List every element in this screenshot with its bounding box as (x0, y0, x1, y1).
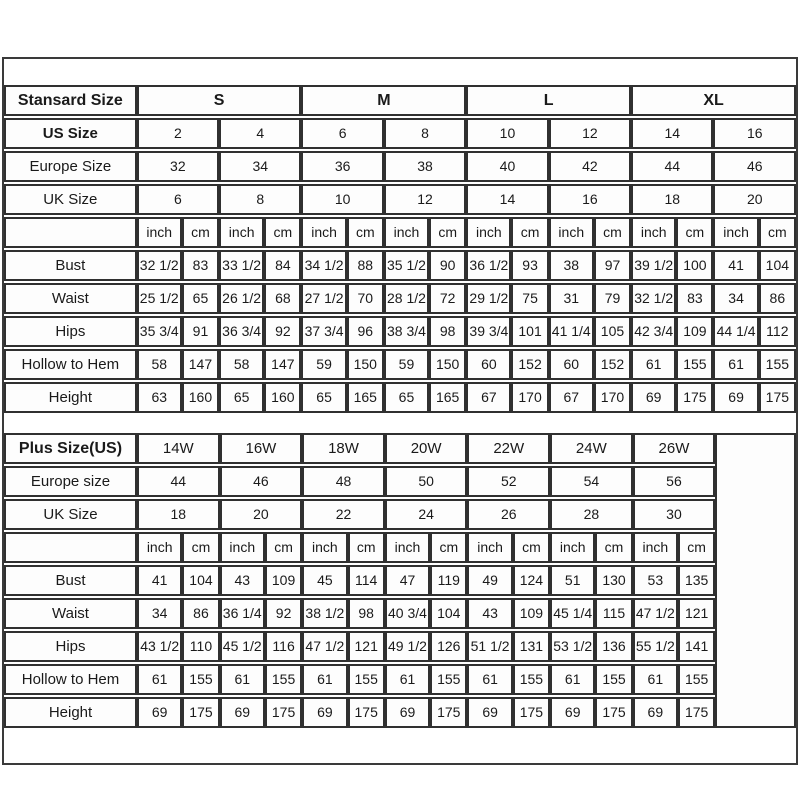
row-label: Waist (4, 598, 137, 629)
measurement-value: 86 (182, 598, 219, 629)
measurement-value: 39 1/2 (631, 250, 676, 281)
measurement-value: 75 (511, 283, 548, 314)
size-value: 8 (219, 184, 301, 215)
unit-inch-label: inch (385, 532, 430, 563)
measurement-value: 61 (713, 349, 758, 380)
unit-cm-label: cm (182, 532, 219, 563)
size-value: 12 (384, 184, 466, 215)
measurement-value: 96 (347, 316, 384, 347)
measurement-value: 65 (182, 283, 219, 314)
measurement-value: 105 (594, 316, 631, 347)
measurement-value: 101 (511, 316, 548, 347)
measurement-value: 150 (347, 349, 384, 380)
measurement-value: 72 (429, 283, 466, 314)
measurement-value: 36 1/2 (466, 250, 511, 281)
measurement-value: 124 (513, 565, 550, 596)
size-group-label: 16W (220, 433, 303, 464)
size-value: 16 (713, 118, 796, 149)
unit-inch-label: inch (137, 217, 182, 248)
table-title: Plus Size(US) (4, 433, 137, 464)
size-value: 12 (549, 118, 631, 149)
measurement-value: 160 (264, 382, 301, 413)
plus-size-table (4, 431, 796, 730)
size-value: 10 (466, 118, 548, 149)
unit-cm-label: cm (678, 532, 715, 563)
unit-cm-label: cm (347, 217, 384, 248)
measurement-value: 69 (550, 697, 595, 728)
unit-inch-label: inch (466, 217, 511, 248)
row-label: Height (4, 697, 137, 728)
unit-cm-label: cm (511, 217, 548, 248)
size-value: 22 (302, 499, 385, 530)
measurement-value: 152 (511, 349, 548, 380)
size-row (4, 118, 796, 149)
measurement-value: 98 (348, 598, 385, 629)
row-label: Bust (4, 250, 137, 281)
measurement-value: 155 (676, 349, 713, 380)
size-value: 2 (137, 118, 219, 149)
standard-size-table (4, 83, 796, 415)
size-value: 46 (220, 466, 303, 497)
unit-row-spacer (4, 532, 137, 563)
measurement-row (4, 316, 796, 347)
row-label: UK Size (4, 184, 137, 215)
unit-inch-label: inch (219, 217, 264, 248)
size-group-label: 20W (385, 433, 468, 464)
measurement-value: 69 (467, 697, 512, 728)
unit-inch-label: inch (549, 217, 594, 248)
measurement-value: 58 (137, 349, 182, 380)
measurement-value: 109 (676, 316, 713, 347)
measurement-value: 61 (467, 664, 512, 695)
measurement-value: 91 (182, 316, 219, 347)
row-label: Bust (4, 565, 137, 596)
size-value: 56 (633, 466, 716, 497)
measurement-value: 47 1/2 (302, 631, 347, 662)
measurement-value: 116 (265, 631, 302, 662)
size-group-label: XL (631, 85, 796, 116)
measurement-value: 51 1/2 (467, 631, 512, 662)
measurement-value: 114 (348, 565, 385, 596)
measurement-value: 51 (550, 565, 595, 596)
measurement-value: 165 (429, 382, 466, 413)
size-value: 6 (301, 118, 383, 149)
unit-cm-label: cm (348, 532, 385, 563)
measurement-value: 110 (182, 631, 219, 662)
measurement-value: 147 (182, 349, 219, 380)
measurement-value: 43 (220, 565, 265, 596)
size-value: 48 (302, 466, 385, 497)
measurement-value: 27 1/2 (301, 283, 346, 314)
measurement-value: 36 1/4 (220, 598, 265, 629)
measurement-value: 104 (182, 565, 219, 596)
measurement-value: 49 (467, 565, 512, 596)
measurement-row (4, 250, 796, 281)
measurement-value: 53 (633, 565, 678, 596)
measurement-value: 175 (676, 382, 713, 413)
size-value: 18 (137, 499, 220, 530)
measurement-row (4, 382, 796, 413)
size-row (4, 151, 796, 182)
measurement-value: 65 (219, 382, 264, 413)
measurement-value: 69 (631, 382, 676, 413)
measurement-value: 155 (513, 664, 550, 695)
measurement-value: 33 1/2 (219, 250, 264, 281)
measurement-value: 104 (430, 598, 467, 629)
measurement-value: 41 (713, 250, 758, 281)
measurement-value: 59 (384, 349, 429, 380)
measurement-value: 45 (302, 565, 347, 596)
size-group-label: 14W (137, 433, 220, 464)
measurement-value: 32 1/2 (631, 283, 676, 314)
measurement-value: 83 (182, 250, 219, 281)
measurement-value: 92 (264, 316, 301, 347)
size-row (4, 466, 796, 497)
row-label: Hips (4, 631, 137, 662)
header-row (4, 433, 796, 464)
size-value: 20 (713, 184, 796, 215)
size-group-label: 26W (633, 433, 716, 464)
measurement-value: 63 (137, 382, 182, 413)
measurement-value: 43 1/2 (137, 631, 182, 662)
measurement-value: 38 (549, 250, 594, 281)
measurement-value: 175 (348, 697, 385, 728)
unit-cm-label: cm (759, 217, 796, 248)
row-label: Hollow to Hem (4, 349, 137, 380)
measurement-value: 60 (549, 349, 594, 380)
measurement-value: 175 (513, 697, 550, 728)
measurement-value: 155 (265, 664, 302, 695)
size-value: 30 (633, 499, 716, 530)
size-value: 42 (549, 151, 631, 182)
measurement-value: 35 3/4 (137, 316, 182, 347)
standard-size-table-body (4, 85, 796, 413)
size-row (4, 499, 796, 530)
measurement-row (4, 664, 796, 695)
size-value: 38 (384, 151, 466, 182)
size-value: 16 (549, 184, 631, 215)
measurement-value: 67 (549, 382, 594, 413)
unit-inch-label: inch (713, 217, 758, 248)
row-label: Europe Size (4, 151, 137, 182)
measurement-value: 175 (265, 697, 302, 728)
measurement-value: 93 (511, 250, 548, 281)
unit-cm-label: cm (429, 217, 466, 248)
row-label: Hollow to Hem (4, 664, 137, 695)
measurement-value: 61 (302, 664, 347, 695)
measurement-value: 61 (137, 664, 182, 695)
measurement-value: 34 1/2 (301, 250, 346, 281)
measurement-value: 26 1/2 (219, 283, 264, 314)
measurement-value: 147 (264, 349, 301, 380)
measurement-value: 31 (549, 283, 594, 314)
measurement-value: 126 (430, 631, 467, 662)
measurement-value: 29 1/2 (466, 283, 511, 314)
row-label: Waist (4, 283, 137, 314)
measurement-value: 69 (220, 697, 265, 728)
size-value: 34 (219, 151, 301, 182)
measurement-value: 61 (220, 664, 265, 695)
measurement-value: 28 1/2 (384, 283, 429, 314)
measurement-value: 39 3/4 (466, 316, 511, 347)
unit-cm-label: cm (430, 532, 467, 563)
measurement-value: 155 (348, 664, 385, 695)
measurement-value: 155 (678, 664, 715, 695)
measurement-value: 170 (511, 382, 548, 413)
unit-inch-label: inch (467, 532, 512, 563)
measurement-value: 42 3/4 (631, 316, 676, 347)
measurement-value: 130 (595, 565, 632, 596)
measurement-value: 175 (678, 697, 715, 728)
measurement-value: 115 (595, 598, 632, 629)
measurement-value: 165 (347, 382, 384, 413)
measurement-value: 49 1/2 (385, 631, 430, 662)
measurement-value: 160 (182, 382, 219, 413)
unit-cm-label: cm (513, 532, 550, 563)
measurement-value: 32 1/2 (137, 250, 182, 281)
measurement-value: 70 (347, 283, 384, 314)
measurement-value: 58 (219, 349, 264, 380)
measurement-row (4, 697, 796, 728)
measurement-value: 155 (595, 664, 632, 695)
measurement-value: 69 (137, 697, 182, 728)
measurement-value: 69 (633, 697, 678, 728)
measurement-value: 55 1/2 (633, 631, 678, 662)
measurement-value: 67 (466, 382, 511, 413)
size-group-label: 24W (550, 433, 633, 464)
unit-inch-label: inch (633, 532, 678, 563)
size-value: 8 (384, 118, 466, 149)
size-value: 26 (467, 499, 550, 530)
size-chart-frame (2, 57, 798, 765)
measurement-value: 61 (631, 349, 676, 380)
measurement-value: 86 (759, 283, 796, 314)
measurement-value: 175 (182, 697, 219, 728)
size-value: 6 (137, 184, 219, 215)
measurement-value: 83 (676, 283, 713, 314)
measurement-value: 44 1/4 (713, 316, 758, 347)
measurement-value: 175 (759, 382, 796, 413)
measurement-value: 34 (137, 598, 182, 629)
size-value: 40 (466, 151, 548, 182)
size-value: 18 (631, 184, 713, 215)
measurement-value: 65 (384, 382, 429, 413)
measurement-value: 98 (429, 316, 466, 347)
measurement-row (4, 631, 796, 662)
measurement-value: 152 (594, 349, 631, 380)
unit-cm-label: cm (676, 217, 713, 248)
measurement-value: 121 (678, 598, 715, 629)
measurement-value: 47 (385, 565, 430, 596)
size-value: 14 (466, 184, 548, 215)
size-value: 14 (631, 118, 713, 149)
unit-cm-label: cm (182, 217, 219, 248)
size-group-label: M (301, 85, 466, 116)
measurement-value: 38 3/4 (384, 316, 429, 347)
measurement-value: 84 (264, 250, 301, 281)
unit-row (4, 532, 796, 563)
measurement-value: 135 (678, 565, 715, 596)
measurement-value: 170 (594, 382, 631, 413)
measurement-value: 141 (678, 631, 715, 662)
measurement-value: 25 1/2 (137, 283, 182, 314)
size-value: 4 (219, 118, 301, 149)
measurement-value: 90 (429, 250, 466, 281)
measurement-value: 88 (347, 250, 384, 281)
row-label: Height (4, 382, 137, 413)
measurement-value: 175 (430, 697, 467, 728)
size-value: 50 (385, 466, 468, 497)
measurement-value: 65 (301, 382, 346, 413)
measurement-value: 41 1/4 (549, 316, 594, 347)
measurement-value: 104 (759, 250, 796, 281)
measurement-value: 150 (429, 349, 466, 380)
size-value: 54 (550, 466, 633, 497)
measurement-row (4, 283, 796, 314)
measurement-value: 34 (713, 283, 758, 314)
size-group-label: L (466, 85, 631, 116)
size-group-label: 22W (467, 433, 550, 464)
measurement-value: 155 (430, 664, 467, 695)
measurement-value: 92 (265, 598, 302, 629)
measurement-value: 59 (301, 349, 346, 380)
measurement-value: 45 1/4 (550, 598, 595, 629)
measurement-value: 109 (265, 565, 302, 596)
unit-inch-label: inch (301, 217, 346, 248)
measurement-value: 60 (466, 349, 511, 380)
table-title: Stansard Size (4, 85, 137, 116)
measurement-row (4, 565, 796, 596)
unit-inch-label: inch (137, 532, 182, 563)
measurement-value: 175 (595, 697, 632, 728)
size-value: 28 (550, 499, 633, 530)
size-group-label: S (137, 85, 302, 116)
row-label: Europe size (4, 466, 137, 497)
measurement-value: 40 3/4 (385, 598, 430, 629)
measurement-value: 61 (385, 664, 430, 695)
unit-cm-label: cm (594, 217, 631, 248)
measurement-value: 69 (713, 382, 758, 413)
measurement-value: 79 (594, 283, 631, 314)
size-value: 44 (631, 151, 713, 182)
measurement-value: 100 (676, 250, 713, 281)
unit-inch-label: inch (302, 532, 347, 563)
measurement-value: 37 3/4 (301, 316, 346, 347)
measurement-value: 136 (595, 631, 632, 662)
measurement-value: 112 (759, 316, 796, 347)
unit-inch-label: inch (631, 217, 676, 248)
measurement-value: 38 1/2 (302, 598, 347, 629)
unit-inch-label: inch (384, 217, 429, 248)
measurement-value: 47 1/2 (633, 598, 678, 629)
measurement-value: 41 (137, 565, 182, 596)
measurement-value: 69 (302, 697, 347, 728)
measurement-value: 53 1/2 (550, 631, 595, 662)
size-value: 44 (137, 466, 220, 497)
size-value: 20 (220, 499, 303, 530)
unit-cm-label: cm (264, 217, 301, 248)
measurement-value: 43 (467, 598, 512, 629)
size-value: 24 (385, 499, 468, 530)
row-label: UK Size (4, 499, 137, 530)
empty-column-cell (715, 433, 796, 728)
row-label: Hips (4, 316, 137, 347)
unit-cm-label: cm (265, 532, 302, 563)
size-group-label: 18W (302, 433, 385, 464)
header-row (4, 85, 796, 116)
measurement-value: 121 (348, 631, 385, 662)
measurement-value: 36 3/4 (219, 316, 264, 347)
measurement-value: 119 (430, 565, 467, 596)
measurement-value: 45 1/2 (220, 631, 265, 662)
measurement-row (4, 349, 796, 380)
measurement-value: 155 (182, 664, 219, 695)
size-value: 32 (137, 151, 219, 182)
measurement-value: 35 1/2 (384, 250, 429, 281)
measurement-value: 61 (550, 664, 595, 695)
measurement-value: 131 (513, 631, 550, 662)
measurement-value: 97 (594, 250, 631, 281)
unit-inch-label: inch (220, 532, 265, 563)
unit-cm-label: cm (595, 532, 632, 563)
plus-size-table-body (4, 433, 796, 728)
size-value: 46 (713, 151, 796, 182)
size-value: 10 (301, 184, 383, 215)
unit-inch-label: inch (550, 532, 595, 563)
size-value: 36 (301, 151, 383, 182)
measurement-value: 155 (759, 349, 796, 380)
size-row (4, 184, 796, 215)
unit-row-spacer (4, 217, 137, 248)
measurement-row (4, 598, 796, 629)
size-value: 52 (467, 466, 550, 497)
row-label: US Size (4, 118, 137, 149)
measurement-value: 68 (264, 283, 301, 314)
measurement-value: 61 (633, 664, 678, 695)
measurement-value: 69 (385, 697, 430, 728)
measurement-value: 109 (513, 598, 550, 629)
unit-row (4, 217, 796, 248)
